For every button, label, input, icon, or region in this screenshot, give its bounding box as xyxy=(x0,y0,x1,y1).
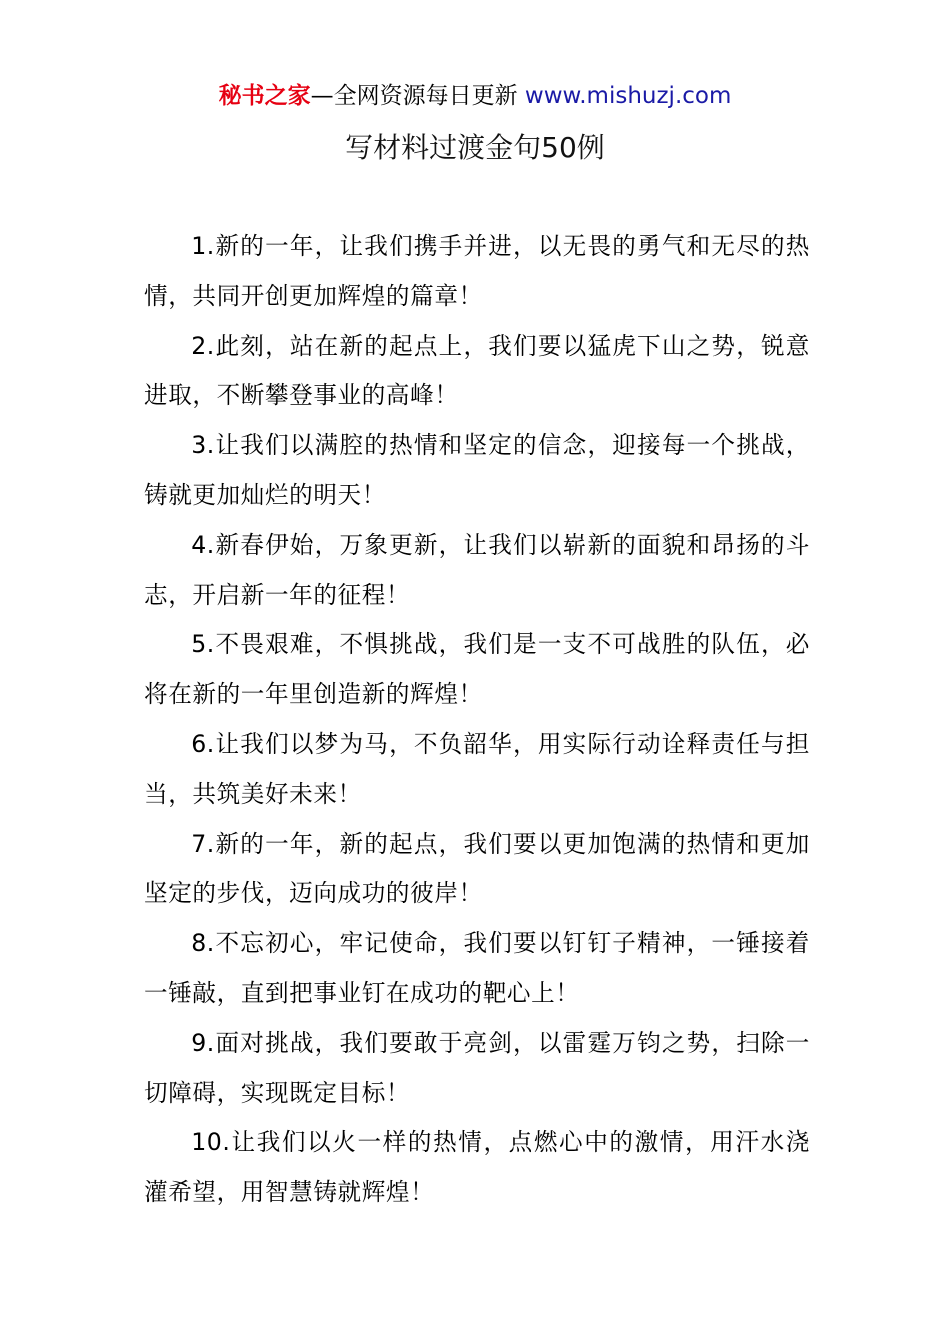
paragraph-3: 3.让我们以满腔的热情和坚定的信念，迎接每一个挑战，铸就更加灿烂的明天！ xyxy=(144,431,810,509)
paragraph-4: 4.新春伊始，万象更新，让我们以崭新的面貌和昂扬的斗志，开启新一年的征程！ xyxy=(144,530,810,609)
paragraph-5: 5.不畏艰难，不惧挑战，我们是一支不可战胜的队伍，必将在新的一年里创造新的辉煌！ xyxy=(144,630,810,709)
brand-name: 秘书之家 xyxy=(218,83,311,109)
document-title: 写材料过渡金句50例 xyxy=(345,131,605,164)
document-body xyxy=(144,222,810,1218)
paragraph-6: 6.让我们以梦为马，不负韶华，用实际行动诠释责任与担当，共筑美好未来！ xyxy=(144,729,810,808)
paragraph-1: 1.新的一年，让我们携手并进，以无畏的勇气和无尽的热情，共同开创更加辉煌的篇章！ xyxy=(144,232,810,310)
paragraph-7: 7.新的一年，新的起点，我们要以更加饱满的热情和更加坚定的步伐，迈向成功的彼岸！ xyxy=(144,829,810,908)
site-header xyxy=(0,80,950,112)
paragraph-10: 10.让我们以火一样的热情，点燃心中的激情，用汗水浇灌希望，用智慧铸就辉煌！ xyxy=(144,1128,810,1207)
paragraph-9: 9.面对挑战，我们要敢于亮剑，以雷霆万钧之势，扫除一切障碍，实现既定目标！ xyxy=(144,1028,810,1107)
header-tagline: —全网资源每日更新 xyxy=(310,83,518,109)
paragraph-2: 2.此刻，站在新的起点上，我们要以猛虎下山之势，锐意进取，不断攀登事业的高峰！ xyxy=(144,331,810,410)
paragraph-8: 8.不忘初心，牢记使命，我们要以钉钉子精神，一锤接着一锤敲，直到把事业钉在成功的靶心上！ xyxy=(144,929,810,1007)
site-url-link[interactable]: www.mishuzj.com xyxy=(524,83,732,109)
